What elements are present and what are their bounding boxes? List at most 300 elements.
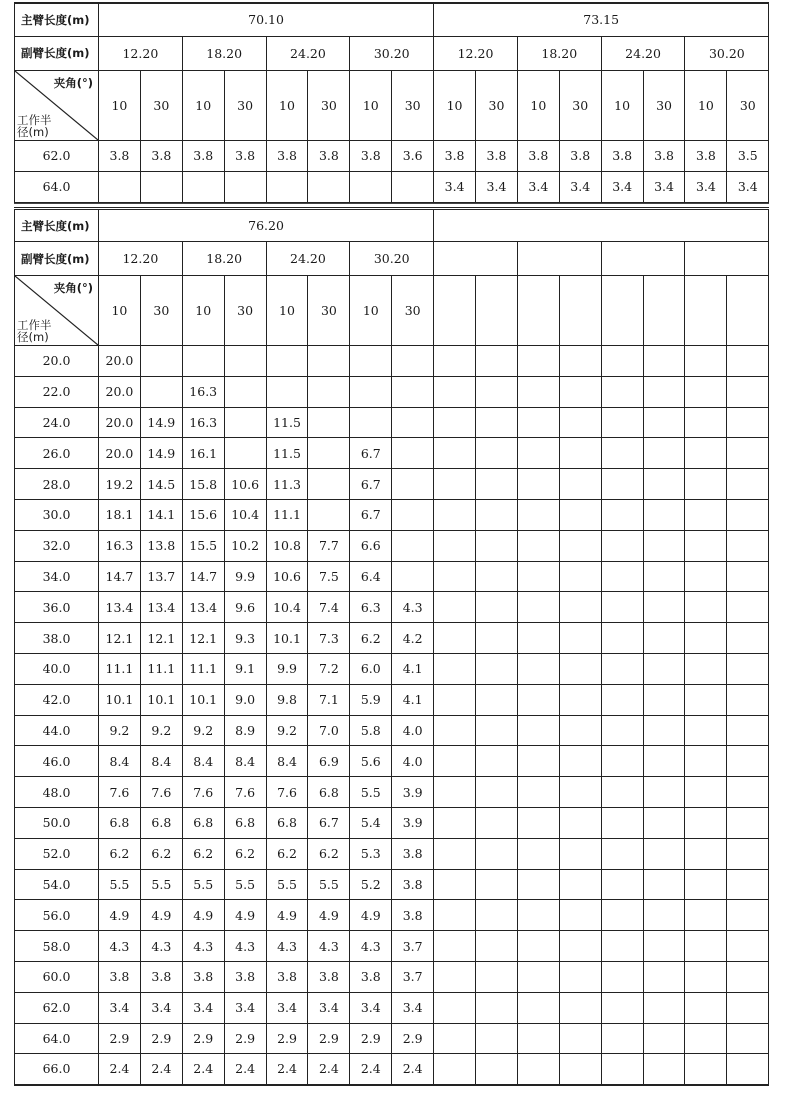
load-value: 6.8 (308, 777, 350, 808)
load-value: 7.6 (182, 777, 224, 808)
load-value: 2.4 (140, 1054, 182, 1085)
fly-jib-length: 30.20 (350, 36, 434, 70)
load-value: 5.5 (224, 869, 266, 900)
empty-cell (434, 376, 476, 407)
empty-cell (643, 530, 685, 561)
load-value: 2.9 (392, 1023, 434, 1054)
empty-cell (434, 746, 476, 777)
load-value: 4.3 (266, 931, 308, 962)
load-value (224, 438, 266, 469)
load-value: 8.4 (266, 746, 308, 777)
angle-value: 10 (434, 70, 476, 140)
empty-cell (727, 838, 769, 869)
load-value: 6.8 (224, 807, 266, 838)
empty-cell (517, 1054, 559, 1085)
table-row (15, 171, 769, 202)
radius-value: 60.0 (15, 961, 99, 992)
empty-cell (559, 807, 601, 838)
load-value: 3.8 (392, 838, 434, 869)
empty-cell (685, 900, 727, 931)
load-value: 8.4 (182, 746, 224, 777)
empty-cell (434, 530, 476, 561)
load-value: 2.9 (266, 1023, 308, 1054)
empty-cell (727, 777, 769, 808)
empty-cell (601, 684, 643, 715)
load-value: 8.9 (224, 715, 266, 746)
load-value: 7.2 (308, 653, 350, 684)
load-value: 10.1 (266, 623, 308, 654)
load-value (392, 499, 434, 530)
radius-value: 30.0 (15, 499, 99, 530)
load-value: 10.1 (140, 684, 182, 715)
radius-value: 24.0 (15, 407, 99, 438)
load-value (350, 346, 392, 377)
load-value (392, 469, 434, 500)
empty-cell (643, 807, 685, 838)
empty-cell (601, 746, 643, 777)
load-value (392, 171, 434, 202)
load-value (140, 346, 182, 377)
angle-value: 30 (643, 70, 685, 140)
load-table-upper (14, 2, 769, 203)
empty-cell (559, 438, 601, 469)
load-value: 11.1 (182, 653, 224, 684)
load-value (224, 171, 266, 202)
empty-cell (685, 592, 727, 623)
empty-cell (559, 838, 601, 869)
load-value: 3.8 (266, 140, 308, 171)
table-row (15, 438, 769, 469)
table-row (15, 746, 769, 777)
fly-jib-length: 30.20 (350, 242, 434, 276)
empty-cell (685, 777, 727, 808)
empty-cell (559, 900, 601, 931)
load-value: 9.8 (266, 684, 308, 715)
load-value: 3.4 (559, 171, 601, 202)
table-row (15, 530, 769, 561)
empty-cell (559, 561, 601, 592)
load-value: 6.7 (350, 438, 392, 469)
load-value: 3.7 (392, 961, 434, 992)
empty-cell (517, 684, 559, 715)
load-value (392, 530, 434, 561)
empty-cell (559, 469, 601, 500)
load-value: 6.6 (350, 530, 392, 561)
load-value: 11.5 (266, 407, 308, 438)
angle-value (476, 276, 518, 346)
load-value: 15.8 (182, 469, 224, 500)
load-value (392, 376, 434, 407)
load-value: 5.3 (350, 838, 392, 869)
load-value: 7.1 (308, 684, 350, 715)
empty-cell (517, 592, 559, 623)
load-value: 6.4 (350, 561, 392, 592)
angle-value: 30 (392, 70, 434, 140)
load-value: 5.5 (266, 869, 308, 900)
empty-cell (643, 653, 685, 684)
empty-cell (601, 561, 643, 592)
load-value: 6.2 (224, 838, 266, 869)
angle-value: 30 (727, 70, 769, 140)
empty-cell (685, 838, 727, 869)
load-value: 4.1 (392, 653, 434, 684)
fly-jib-length: 18.20 (517, 36, 601, 70)
load-value: 13.7 (140, 561, 182, 592)
load-value: 14.1 (140, 499, 182, 530)
empty-cell (476, 530, 518, 561)
load-value (392, 407, 434, 438)
load-value: 3.8 (517, 140, 559, 171)
radius-value: 56.0 (15, 900, 99, 931)
empty-cell (476, 407, 518, 438)
empty-cell (476, 592, 518, 623)
load-value: 3.8 (99, 961, 141, 992)
load-value: 5.5 (182, 869, 224, 900)
load-value: 3.8 (140, 140, 182, 171)
load-value: 3.4 (182, 992, 224, 1023)
load-value: 16.3 (182, 407, 224, 438)
diagonal-header-cell (15, 70, 99, 140)
load-value: 4.1 (392, 684, 434, 715)
empty-cell (476, 1054, 518, 1085)
empty-cell (476, 931, 518, 962)
load-table-lower (14, 207, 769, 1086)
load-value: 5.5 (140, 869, 182, 900)
main-boom-length (434, 209, 769, 242)
angle-value (517, 276, 559, 346)
empty-cell (727, 900, 769, 931)
load-value: 11.1 (266, 499, 308, 530)
empty-cell (685, 438, 727, 469)
load-value: 7.6 (266, 777, 308, 808)
table-row (15, 838, 769, 869)
load-value: 3.4 (308, 992, 350, 1023)
empty-cell (559, 715, 601, 746)
empty-cell (517, 931, 559, 962)
empty-cell (517, 838, 559, 869)
empty-cell (434, 346, 476, 377)
load-value: 3.8 (182, 140, 224, 171)
load-value: 3.9 (392, 777, 434, 808)
load-value: 14.9 (140, 438, 182, 469)
empty-cell (476, 961, 518, 992)
load-value: 19.2 (99, 469, 141, 500)
load-value: 3.8 (559, 140, 601, 171)
empty-cell (643, 715, 685, 746)
load-value: 6.7 (350, 499, 392, 530)
empty-cell (727, 530, 769, 561)
load-value: 4.9 (140, 900, 182, 931)
empty-cell (476, 807, 518, 838)
load-value: 5.5 (99, 869, 141, 900)
fly-jib-length: 24.20 (601, 36, 685, 70)
empty-cell (643, 1054, 685, 1085)
empty-cell (434, 469, 476, 500)
load-value: 3.8 (224, 140, 266, 171)
load-value: 2.9 (308, 1023, 350, 1054)
load-value: 18.1 (99, 499, 141, 530)
empty-cell (685, 1023, 727, 1054)
load-value: 3.8 (308, 140, 350, 171)
load-value (308, 346, 350, 377)
angle-label: 夹角(°) (53, 75, 93, 90)
table-row (15, 376, 769, 407)
empty-cell (685, 1054, 727, 1085)
load-value: 5.5 (308, 869, 350, 900)
angle-value: 10 (266, 276, 308, 346)
empty-cell (517, 715, 559, 746)
load-value: 3.9 (392, 807, 434, 838)
empty-cell (476, 746, 518, 777)
load-value: 14.7 (182, 561, 224, 592)
fly-jib-length: 18.20 (182, 242, 266, 276)
load-value: 3.8 (643, 140, 685, 171)
load-value: 4.9 (182, 900, 224, 931)
load-value: 3.4 (392, 992, 434, 1023)
load-value: 3.8 (685, 140, 727, 171)
load-value: 10.1 (182, 684, 224, 715)
load-value: 2.9 (99, 1023, 141, 1054)
load-value (350, 407, 392, 438)
radius-value: 54.0 (15, 869, 99, 900)
load-value: 3.5 (727, 140, 769, 171)
radius-value: 22.0 (15, 376, 99, 407)
radius-value: 48.0 (15, 777, 99, 808)
empty-cell (517, 530, 559, 561)
load-value (140, 376, 182, 407)
main-boom-length: 76.20 (99, 209, 434, 242)
empty-cell (601, 1054, 643, 1085)
empty-cell (434, 838, 476, 869)
load-value: 3.4 (517, 171, 559, 202)
empty-cell (476, 715, 518, 746)
table-row (15, 992, 769, 1023)
empty-cell (476, 1023, 518, 1054)
empty-cell (685, 499, 727, 530)
fly-jib-length: 12.20 (99, 242, 183, 276)
radius-value: 40.0 (15, 653, 99, 684)
load-value: 6.7 (350, 469, 392, 500)
empty-cell (643, 592, 685, 623)
empty-cell (685, 931, 727, 962)
angle-value: 10 (182, 276, 224, 346)
fly-jib-length: 12.20 (434, 36, 518, 70)
load-value: 14.5 (140, 469, 182, 500)
empty-cell (643, 407, 685, 438)
main-boom-length: 73.15 (434, 3, 769, 36)
fly-jib-length (517, 242, 601, 276)
empty-cell (643, 376, 685, 407)
empty-cell (685, 407, 727, 438)
load-value: 5.5 (350, 777, 392, 808)
empty-cell (685, 992, 727, 1023)
load-value: 3.8 (99, 140, 141, 171)
load-value: 12.1 (182, 623, 224, 654)
angle-value: 30 (392, 276, 434, 346)
radius-value: 62.0 (15, 140, 99, 171)
angle-value: 10 (350, 70, 392, 140)
load-value: 3.8 (350, 140, 392, 171)
load-value: 4.9 (99, 900, 141, 931)
empty-cell (643, 869, 685, 900)
load-value: 20.0 (99, 376, 141, 407)
empty-cell (476, 869, 518, 900)
load-value: 3.8 (392, 900, 434, 931)
load-value (392, 561, 434, 592)
load-value: 7.6 (140, 777, 182, 808)
load-value: 20.0 (99, 438, 141, 469)
angle-value: 30 (224, 70, 266, 140)
empty-cell (434, 869, 476, 900)
empty-cell (517, 807, 559, 838)
empty-cell (601, 499, 643, 530)
load-value: 3.8 (350, 961, 392, 992)
empty-cell (476, 561, 518, 592)
empty-cell (559, 1023, 601, 1054)
empty-cell (517, 746, 559, 777)
empty-cell (476, 346, 518, 377)
empty-cell (601, 1023, 643, 1054)
empty-cell (727, 746, 769, 777)
load-value: 4.9 (266, 900, 308, 931)
empty-cell (727, 623, 769, 654)
empty-cell (434, 931, 476, 962)
empty-cell (601, 715, 643, 746)
empty-cell (643, 746, 685, 777)
empty-cell (727, 1054, 769, 1085)
radius-value: 64.0 (15, 1023, 99, 1054)
empty-cell (601, 592, 643, 623)
empty-cell (434, 592, 476, 623)
empty-cell (517, 346, 559, 377)
empty-cell (601, 869, 643, 900)
empty-cell (685, 530, 727, 561)
empty-cell (517, 1023, 559, 1054)
empty-cell (559, 407, 601, 438)
load-value: 3.4 (643, 171, 685, 202)
load-value: 2.4 (224, 1054, 266, 1085)
table-row (15, 499, 769, 530)
load-value: 9.2 (266, 715, 308, 746)
load-value: 3.4 (601, 171, 643, 202)
empty-cell (517, 869, 559, 900)
empty-cell (517, 961, 559, 992)
empty-cell (559, 931, 601, 962)
load-value: 6.2 (350, 623, 392, 654)
table-row (15, 807, 769, 838)
empty-cell (643, 684, 685, 715)
empty-cell (559, 961, 601, 992)
load-value (308, 376, 350, 407)
fly-jib-length (434, 242, 518, 276)
empty-cell (601, 931, 643, 962)
load-value: 10.2 (224, 530, 266, 561)
angle-value (601, 276, 643, 346)
load-value: 3.8 (224, 961, 266, 992)
load-value: 2.9 (350, 1023, 392, 1054)
load-value (224, 376, 266, 407)
angle-value: 10 (99, 70, 141, 140)
load-value: 4.3 (350, 931, 392, 962)
load-value: 6.3 (350, 592, 392, 623)
load-value: 4.3 (224, 931, 266, 962)
load-value: 6.0 (350, 653, 392, 684)
fly-jib-length: 12.20 (99, 36, 183, 70)
angle-value: 10 (685, 70, 727, 140)
load-value: 7.5 (308, 561, 350, 592)
radius-label: 工作半径(m) (17, 112, 52, 139)
table-row (15, 469, 769, 500)
fly-jib-length: 24.20 (266, 36, 350, 70)
angle-value: 30 (308, 70, 350, 140)
radius-value: 36.0 (15, 592, 99, 623)
load-value: 6.8 (182, 807, 224, 838)
load-value: 3.4 (350, 992, 392, 1023)
radius-value: 58.0 (15, 931, 99, 962)
radius-value: 50.0 (15, 807, 99, 838)
load-value (266, 346, 308, 377)
empty-cell (434, 715, 476, 746)
load-value: 10.8 (266, 530, 308, 561)
empty-cell (517, 469, 559, 500)
empty-cell (727, 653, 769, 684)
empty-cell (517, 407, 559, 438)
load-value (182, 346, 224, 377)
table-row (15, 715, 769, 746)
empty-cell (727, 961, 769, 992)
load-value: 7.6 (99, 777, 141, 808)
load-value: 3.4 (685, 171, 727, 202)
empty-cell (685, 561, 727, 592)
table-row (15, 140, 769, 171)
main-boom-row (15, 3, 769, 36)
angle-value: 30 (140, 276, 182, 346)
empty-cell (559, 869, 601, 900)
load-value: 3.8 (308, 961, 350, 992)
empty-cell (517, 623, 559, 654)
empty-cell (643, 561, 685, 592)
table-row (15, 1054, 769, 1085)
angle-value: 30 (140, 70, 182, 140)
angle-value: 30 (308, 276, 350, 346)
table-row (15, 931, 769, 962)
load-value: 5.8 (350, 715, 392, 746)
load-value (266, 376, 308, 407)
empty-cell (559, 376, 601, 407)
load-value: 20.0 (99, 407, 141, 438)
load-value: 3.4 (224, 992, 266, 1023)
empty-cell (643, 1023, 685, 1054)
load-value: 9.2 (140, 715, 182, 746)
radius-value: 64.0 (15, 171, 99, 202)
empty-cell (517, 992, 559, 1023)
empty-cell (727, 499, 769, 530)
empty-cell (434, 992, 476, 1023)
load-value: 3.8 (266, 961, 308, 992)
radius-value: 38.0 (15, 623, 99, 654)
empty-cell (727, 1023, 769, 1054)
empty-cell (601, 653, 643, 684)
load-value: 2.4 (308, 1054, 350, 1085)
load-value: 7.0 (308, 715, 350, 746)
empty-cell (601, 438, 643, 469)
radius-value: 44.0 (15, 715, 99, 746)
fly-jib-label: 副臂长度(m) (15, 36, 99, 70)
load-value: 7.4 (308, 592, 350, 623)
radius-value: 52.0 (15, 838, 99, 869)
load-value (308, 499, 350, 530)
load-value: 14.9 (140, 407, 182, 438)
